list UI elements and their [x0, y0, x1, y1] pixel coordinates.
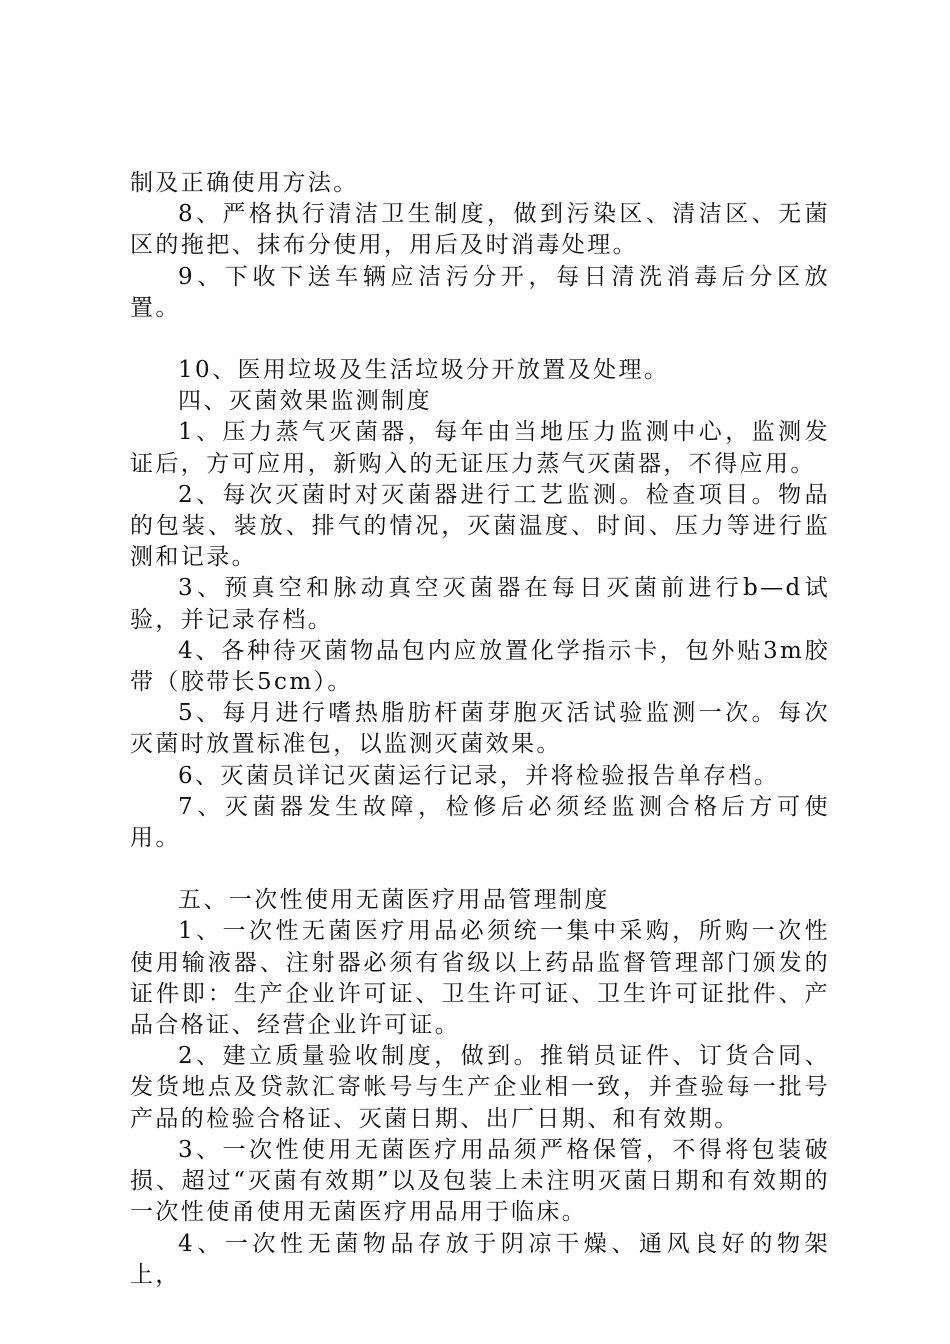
paragraph-sterilization-3: 3、预真空和脉动真空灭菌器在每日灭菌前进行b—d试验，并记录存档。 [130, 575, 830, 633]
paragraph-item-9: 9、下收下送车辆应洁污分开，每日清洗消毒后分区放置。 [130, 263, 830, 321]
paragraph-sterilization-1: 1、压力蒸气灭菌器，每年由当地压力监测中心，监测发证后，方可应用，新购入的无证压力蒸气灭菌器，不得应用。 [130, 419, 830, 477]
paragraph-disposable-4: 4、一次性无菌物品存放于阴凉干燥、通风良好的物架上， [130, 1230, 830, 1288]
paragraph-sterilization-6: 6、灭菌员详记灭菌运行记录，并将检验报告单存档。 [178, 762, 780, 789]
paragraph-sterilization-7: 7、灭菌器发生故障，检修后必须经监测合格后方可使用。 [130, 793, 830, 852]
paragraph-disposable-3: 3、一次性使用无菌医疗用品须严格保管，不得将包装破损、超过“灭菌有效期”以及包装上未注明灭菌日期和有效期的一次性使甬使用无菌医疗用品用于临床。 [130, 1136, 830, 1226]
paragraph-continuation: 制及正确使用方法。 [130, 170, 359, 196]
paragraph-item-8: 8、严格执行清洁卫生制度，做到污染区、清洁区、无菌区的拖把、抹布分使用，用后及时消毒处理。 [130, 201, 830, 259]
document-body [130, 168, 830, 1291]
paragraph-disposable-2: 2、建立质量验收制度，做到。推销员证件、订货合同、发货地点及贷款汇寄帐号与生产企业相一致，并查验每一批号产品的检验合格证、灭菌日期、出厂日期、和有效期。 [130, 1043, 830, 1132]
paragraph-disposable-1: 1、一次性无菌医疗用品必须统一集中采购，所购一次性使用输液器、注射器必须有省级以上药品监督管理部门颁发的证件即：生产企业许可证、卫生许可证、卫生许可证批件、产品合格证、经营企业许可证。 [130, 918, 830, 1039]
paragraph-sterilization-5: 5、每月进行嗜热脂肪杆菌芽胞灭活试验监测一次。每次灭菌时放置标准包，以监测灭菌效果。 [130, 700, 830, 758]
paragraph-item-10: 10、医用垃圾及生活垃圾分开放置及处理。 [178, 357, 670, 384]
paragraph-sterilization-4: 4、各种待灭菌物品包内应放置化学指示卡，包外贴3m胶带（胶带长5cm）。 [130, 637, 830, 696]
paragraph-sterilization-2: 2、每次灭菌时对灭菌器进行工艺监测。检查项目。物品的包装、装放、排气的情况，灭菌温度、时间、压力等进行监测和记录。 [130, 481, 830, 571]
section-heading-4: 四、灭菌效果监测制度 [178, 388, 432, 415]
section-heading-5: 五、一次性使用无菌医疗用品管理制度 [178, 887, 610, 914]
